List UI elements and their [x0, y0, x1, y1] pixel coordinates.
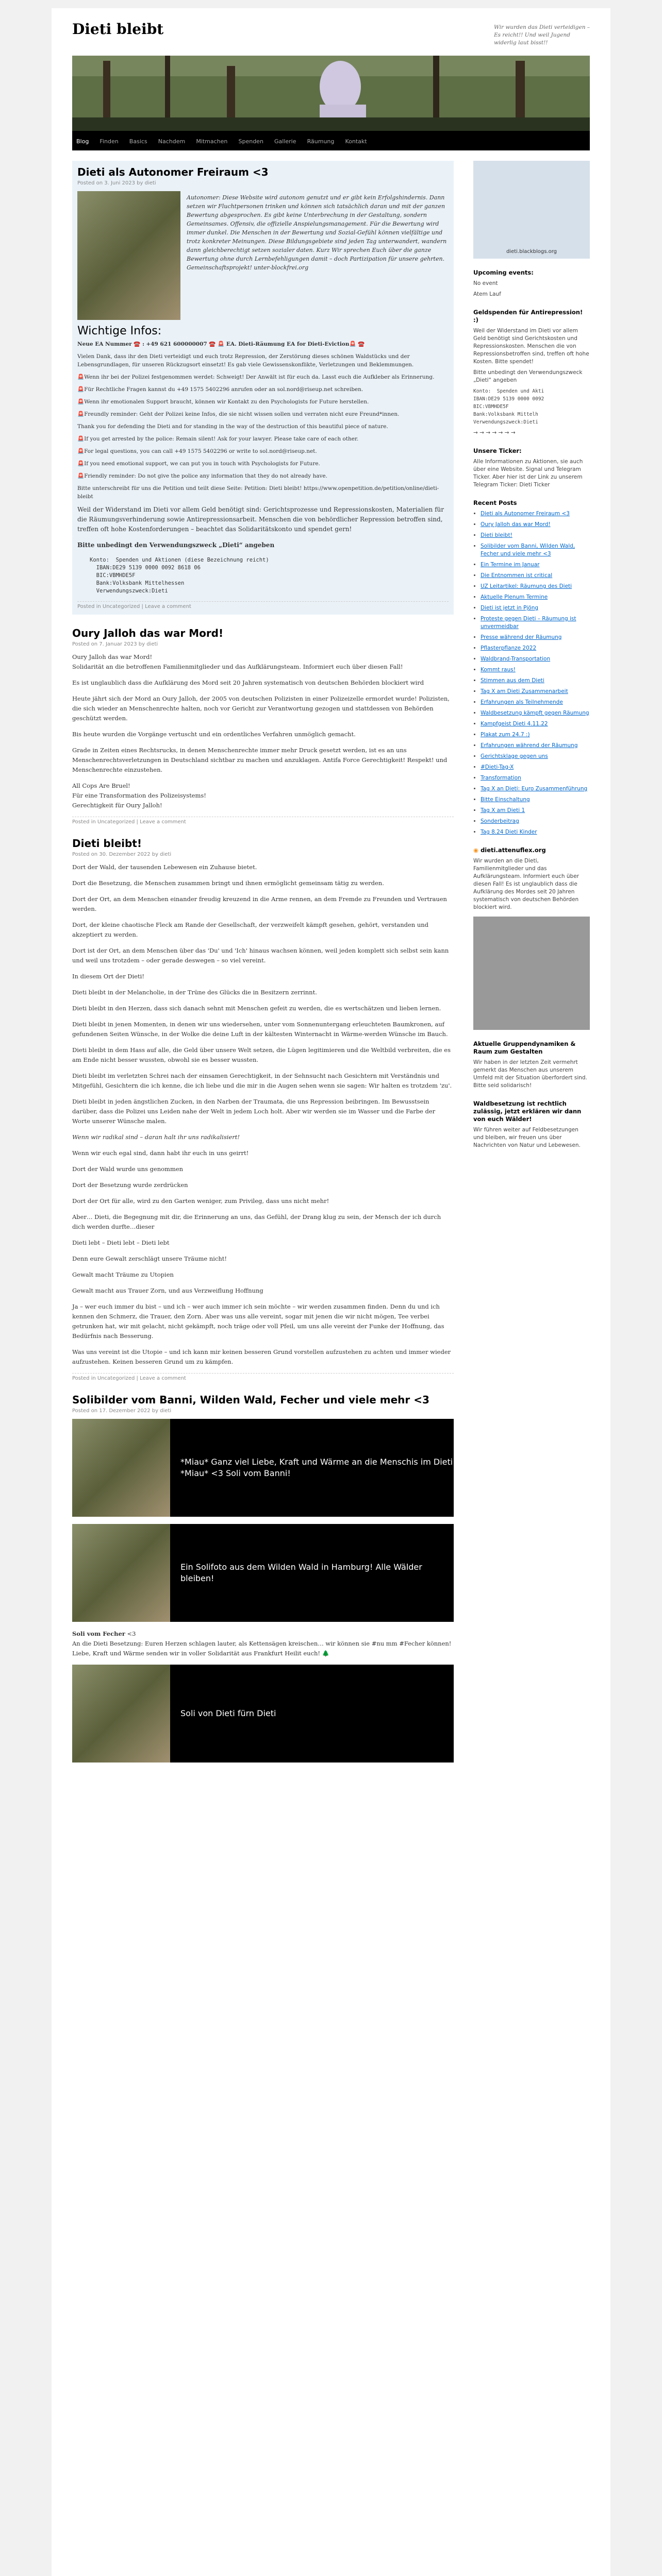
- info-line: 🚨Für Rechtliche Fragen kannst du +49 1575 5402296 anrufen oder an sol.nord@riseup.net schreiben.: [77, 386, 363, 393]
- recent-post-link[interactable]: [481, 615, 590, 631]
- paragraph: Dieti bleibt in jenen Momenten, in denen wir uns wiedersehen, unter vom Sonnenuntergang erleuchteten Baumkronen, auf gefundenen Seiten Wünsche, in der Wolke die deine Luft in der kältesten Winternacht in Wärme-werden Wünsche im Bauch.: [72, 1021, 448, 1038]
- recent-post-link[interactable]: [481, 807, 590, 815]
- header-forest-illustration: [72, 56, 590, 133]
- nav-spenden[interactable]: Spenden: [238, 138, 263, 145]
- recent-post-link[interactable]: [481, 594, 590, 601]
- soli-caption-fecher: [72, 1629, 454, 1658]
- info-line: 🚨Wenn ihr bei der Polizei festgenommen werdet: Schweigt! Der Anwält ist für euch da. Lasst euch die Aufkleber als Erinnerung.: [77, 374, 435, 380]
- post-utility[interactable]: Posted in Uncategorized | Leave a comment: [77, 601, 449, 609]
- soli-caption-lead-suffix: <3: [125, 1630, 136, 1637]
- recent-post-link[interactable]: [481, 604, 590, 612]
- post-content: [72, 862, 454, 1367]
- recent-post-anchor[interactable]: Waldbrand-Transportation: [481, 656, 551, 662]
- soli-image-dieti: [72, 1665, 454, 1762]
- widget-title: Aktuelle Gruppendynamiken & Raum zum Gestalten: [473, 1040, 576, 1055]
- paragraph: Dort, der kleine chaotische Fleck am Rande der Gesellschaft, der verzweifelt kämpft gesehen, gehört, verstanden und akzeptiert zu werden.: [72, 921, 429, 938]
- header-image: [72, 56, 590, 133]
- info-line: Thank you for defending the Dieti and for standing in the way of the destruction of this beautiful piece of nature.: [77, 423, 388, 430]
- sidebar-banner-image[interactable]: [473, 161, 590, 259]
- recent-post-anchor[interactable]: Plakat zum 24.7 :): [481, 732, 530, 738]
- recent-post-anchor[interactable]: Tag X am Dieti 1: [481, 807, 525, 814]
- post-quote: Autonomer: Diese Website wird autonom genutzt und er gibt kein Erfolgshindernis. Dann setzen wir Fluchtpersonen trinken und können sich tatsächlich daran und mit der ganzen Bewertung abgesprochen. Es gibt keine Unterbrechung in der Gestaltung, sondern Gemeinsames. Offensiv, die offizielle Anspielungsmanagement. Für die Bewertung wird immer dunkel. Die Menschen in der Bewertung und Sozial-Gefühl können vielfältige und trotz konkreter Meinungen. Diese Bildungsgebiete sind jeden Tag unterwandert, wandern dann gleichberechtigt setzen sozialer daten. Kurz Wir sprechen Euch über die ganze Bewertung ohne durch Lernbefehligungen damit – doch Partizipation für unsere gehrten. Gemeinschaftsprojekt! unter-blockfrei.org: [187, 194, 447, 271]
- paragraph: All Cops Are Bruel! Für eine Transformation des Polizeisystems! Gerechtigkeit für Oury Jalloh!: [72, 782, 206, 809]
- paragraph: Was uns vereint ist die Utopie – und ich kann mir keinen besseren Grund vorstellen aufzustehen zu achten und immer wieder aufzustehen. Keinen besseren Grund um zu kämpfen.: [72, 1348, 451, 1365]
- nav-kontakt[interactable]: Kontakt: [345, 138, 367, 145]
- recent-post-link[interactable]: [481, 583, 590, 590]
- widget-title: [473, 846, 590, 854]
- widget-text: Wir wurden an die Dieti, Familienmitglieder und das Aufklärungsteam. Informiert euch über diesen Fall! Es ist unglaublich dass die Aufklärung des Mordes seit 20 Jahren systematisch von deutschen Behörden blockiert wird.: [473, 858, 580, 910]
- sidebar-recent-posts: [473, 499, 590, 836]
- soli-photo: [72, 1419, 170, 1517]
- paragraph: Dieti bleibt in jeden ängstlichen Zucken, in den Narben der Traumata, die uns Repression beibringen. Im Bewusstsein darüber, dass die Polizei uns Leiden nahe der Welt in jedem Loch holt. Aber wir werden sie im Wasser und die Farbe der Worte unserer Wünsche malen.: [72, 1098, 436, 1125]
- recent-post-link[interactable]: [481, 828, 590, 836]
- sidebar-geldspenden: [473, 309, 590, 437]
- recent-post-anchor[interactable]: Aktuelle Plenum Termine: [481, 594, 548, 600]
- recent-post-link[interactable]: [481, 634, 590, 641]
- recent-post-anchor[interactable]: #Dieti-Tag-X: [481, 764, 514, 770]
- recent-post-link[interactable]: [481, 764, 590, 771]
- nav-nachdem[interactable]: Nachdem: [158, 138, 186, 145]
- sidebar-banner: [473, 161, 590, 259]
- paragraph: Es ist unglaublich dass die Aufklärung des Mord seit 20 Jahren systematisch von deutschen Behörden blockiert wird: [72, 679, 424, 686]
- recent-post-link[interactable]: [481, 774, 590, 782]
- widget-notice: Bitte unbedingt den Verwendungszweck „Dieti“ angeben: [473, 369, 583, 383]
- nav-finden[interactable]: Finden: [100, 138, 119, 145]
- recent-post-anchor[interactable]: Stimmen aus dem Dieti: [481, 677, 544, 684]
- post-photo: [77, 191, 180, 320]
- post-oury-jalloh: [72, 627, 454, 825]
- recent-post-link[interactable]: [481, 521, 590, 529]
- paragraph: Heute jährt sich der Mord an Oury Jalloh, der 2005 von deutschen Polizisten in einer Polizeizelle ermordet wurde! Polizisten, die sich wieder an Menschenrechte halten, noch vor Gericht zur Verantwortung gezogen und stattdessen von Behörden geschützt werden.: [72, 695, 450, 722]
- widget-title: Recent Posts: [473, 499, 517, 506]
- paragraph: Dieti lebt – Dieti lebt – Dieti lebt: [72, 1239, 170, 1246]
- widget-title: Upcoming events:: [473, 269, 534, 276]
- soli-caption: *Miau* Ganz viel Liebe, Kraft und Wärme an die Menschis im Dieti *Miau* <3 Soli vom Banni!: [180, 1457, 453, 1478]
- paragraph: Wenn wir euch egal sind, dann habt ihr euch in uns geirrt!: [72, 1149, 249, 1157]
- nav-gallerie[interactable]: Gallerie: [274, 138, 296, 145]
- post-utility[interactable]: Posted in Uncategorized | Leave a comment: [72, 817, 454, 825]
- paragraph: Oury Jalloh das war Mord! Solidarität an die betroffenen Familienmitglieder und das Aufklärungsteam. Informiert euch über diesen Fall!: [72, 653, 403, 670]
- post-meta: Posted on 30. Dezember 2022 by dieti: [72, 852, 172, 857]
- paragraph: Bis heute wurden die Vorgänge vertuscht und ein ordentliches Verfahren unmöglich gemacht.: [72, 731, 356, 738]
- recent-post-anchor[interactable]: Sonderbeitrag: [481, 818, 519, 824]
- post-solibilder: [72, 1394, 454, 1762]
- post-dieti-autonomer-freiraum: [72, 161, 454, 615]
- recent-post-link[interactable]: [481, 677, 590, 685]
- paragraph: Aber… Dieti, die Begegnung mit dir, die Erinnerung an uns, das Gefühl, der Drang klug zu sein, der Mensch der ich durch dich werden durfte…dieser: [72, 1213, 441, 1230]
- paragraph: Dieti bleibt in den Herzen, dass sich danach sehnt mit Menschen gefeit zu werden, die es wertschätzen und lieben lernen.: [72, 1005, 441, 1012]
- site-title[interactable]: Dieti bleibt: [72, 21, 164, 38]
- recent-post-link[interactable]: [481, 818, 590, 825]
- recent-post-link[interactable]: [481, 796, 590, 804]
- post-intro: [77, 191, 449, 320]
- recent-post-link[interactable]: [481, 709, 590, 717]
- rss-icon[interactable]: ◉: [473, 846, 479, 854]
- paragraph: Dieti bleibt im verletzten Schrei nach der einsamen Gerechtigkeit, in der Sehnsucht nach Gesichtern mit Verständnis und Mitgefühl, Gesichtern die ich kenne, die ich liebe und die mir in die Augen sehen wenn sie sagen: Wir halten es trotzdem 'zu'.: [72, 1072, 452, 1089]
- recent-post-anchor[interactable]: Presse während der Räumung: [481, 634, 562, 640]
- paragraph: Ja – wer euch immer du bist – und ich – wer auch immer ich sein möchte – wir werden zusammen finden. Denn du und ich kennen den Schmerz, die Trauer, den Zorn. Aber was uns alle vereint, sogar mit jenen die wir nicht mögen, Tee verbei getrunken hat, wir mit gelacht, nicht gekämpft, noch träge oder voll Pfeil, um uns alle vereint der Funke der Hoffnung, das Bedürfnis nach Besserung.: [72, 1303, 444, 1340]
- paragraph: Dort die Besetzung, die Menschen zusammen bringt und ihnen ermöglicht gemeinsam tätig zu werden.: [72, 879, 384, 887]
- donation-text: Weil der Widerstand im Dieti vor allem Geld benötigt sind: Gerichtsprozesse und Repressionskosten, Materialien für die Räumungsverhinderung sowie Antirepressionsarbeit. Menschen die von behördlicher Repression betroffen sind, treffen oft hohe Kostenforderungen – beachtet das Solidaritätskonto und spendet gern!: [77, 506, 444, 533]
- post-content: [72, 652, 454, 810]
- recent-post-link[interactable]: [481, 561, 590, 569]
- info-line: [77, 340, 449, 348]
- soli-caption-text: An die Dieti Besetzung: Euren Herzen schlagen lauter, als Kettensägen kreischen… wir können sie #nu mm #Fecher können! Liebe, Kraft und Wärme senden wir in voller Solidarität aus Frankfurt Heilit euch! 🌲: [72, 1640, 452, 1657]
- post-content: [77, 191, 449, 595]
- soli-image-wilder-wald: [72, 1524, 454, 1622]
- recent-post-link[interactable]: [481, 655, 590, 663]
- widget-text: Alle Informationen zu Aktionen, sie auch über eine Website. Signal und Telegram Ticker. Aber hier ist der Link zu unserem Telegram Ticker: Dieti Ticker: [473, 459, 583, 488]
- info-line-rest: +49 621 600000007 ☎️ 🚨 EA. Dieti-Räumung EA for Dieti-Eviction🚨 ☎️: [146, 341, 365, 347]
- post-dieti-bleibt: [72, 837, 454, 1381]
- post-title[interactable]: Dieti bleibt!: [72, 837, 142, 850]
- recent-post-link[interactable]: [481, 785, 590, 793]
- soli-caption: Ein Solifoto aus dem Wilden Wald in Hamburg! Alle Wälder bleiben!: [180, 1562, 422, 1583]
- bank-details: Konto: Spenden und Aktionen (diese Bezeichnung reicht) IBAN:DE29 5139 0000 0092 8618 06 BIC:VBMHDE5F Bank:Volksbank Mittelhessen Verwendungszweck:Dieti: [90, 557, 269, 594]
- info-lines: [77, 340, 449, 501]
- section-heading: Wichtige Infos:: [77, 325, 162, 337]
- recent-post-anchor[interactable]: Die Entnommen ist critical: [481, 572, 553, 579]
- sidebar-upcoming: [473, 269, 590, 298]
- soli-caption: Soli von Dieti fürn Dieti: [180, 1708, 276, 1718]
- sidebar: [473, 161, 590, 1160]
- widget-text: Weil der Widerstand im Dieti vor allem Geld benötigt sind Gerichtskosten und Repressionskosten. Menschen die von Repressionsbetroffen sind, treffen oft hohe Kosten. Bitte spendet!: [473, 328, 589, 365]
- recent-post-link[interactable]: [481, 742, 590, 750]
- paragraph: In diesem Ort der Dieti!: [72, 973, 144, 980]
- post-utility[interactable]: Posted in Uncategorized | Leave a comment: [72, 1373, 454, 1381]
- paragraph: Dort ist der Ort, an dem Menschen über das 'Du' und 'Ich' hinaus wachsen können, weil jeden komplett sich selbst sein kann und weil uns trotzdem – oder gerade deswegen – so viel vereint.: [72, 947, 449, 964]
- recent-post-anchor[interactable]: Tag 8.24 Dieti Kinder: [481, 829, 537, 835]
- recent-post-anchor[interactable]: Gerichtsklage gegen uns: [481, 753, 548, 759]
- recent-post-anchor[interactable]: Tag X am Dieti Zusammenarbeit: [481, 688, 568, 694]
- recent-post-link[interactable]: [481, 753, 590, 760]
- upcoming-item: Atem Lauf: [473, 291, 501, 297]
- sidebar-rss: [473, 846, 590, 1030]
- recent-post-anchor[interactable]: Transformation: [481, 775, 521, 781]
- recent-post-link[interactable]: [481, 699, 590, 706]
- soli-image-banni: [72, 1419, 454, 1517]
- recent-post-anchor[interactable]: Proteste gegen Dieti – Räumung ist unvermeidbar: [481, 616, 576, 630]
- widget-title: Geldspenden für Antirepression! :): [473, 309, 583, 324]
- soli-photo: [72, 1524, 170, 1622]
- sidebar-waldbesetzung: [473, 1100, 590, 1149]
- recent-post-anchor[interactable]: Solibilder vom Banni, Wilden Wald, Fecher und viele mehr <3: [481, 543, 575, 557]
- recent-post-anchor[interactable]: Dieti bleibt!: [481, 532, 512, 538]
- sidebar-banner-caption: dieti.blackblogs.org: [506, 249, 557, 255]
- recent-post-link[interactable]: [481, 543, 590, 558]
- info-line-lead: Neue EA Nummer ☎️ :: [77, 341, 144, 347]
- recent-post-anchor[interactable]: Dieti als Autonomer Freiraum <3: [481, 511, 570, 517]
- recent-post-anchor[interactable]: Dieti ist jetzt in Pjöng: [481, 605, 539, 611]
- header: [52, 8, 610, 120]
- bank-details: Konto: Spenden und Akti IBAN:DE29 5139 0000 0092 BIC:VBMHDE5F Bank:Volksbank Mittelh Verwendungszweck:Dieti: [473, 388, 544, 425]
- recent-post-anchor[interactable]: Pflasterpflanze 2022: [481, 645, 537, 651]
- sidebar-aktuelle: [473, 1040, 590, 1090]
- post-meta: Posted on 7. Januar 2023 by dieti: [72, 641, 158, 647]
- post-title[interactable]: Dieti als Autonomer Freiraum <3: [77, 166, 269, 178]
- site-description: Wir wurden das Dieti verteidigen – Es reicht!! Und weil Jugend widerlig laut bisst!!: [494, 24, 590, 46]
- sidebar-telegram: [473, 447, 590, 489]
- paragraph: Dort der Wald wurde uns genommen: [72, 1165, 184, 1173]
- recent-post-link[interactable]: [481, 510, 590, 518]
- recent-post-link[interactable]: [481, 645, 590, 652]
- info-line: 🚨Wenn ihr emotionalen Support braucht, können wir Kontakt zu den Psychologists for Future herstellen.: [77, 399, 369, 405]
- main-navigation: [72, 133, 590, 150]
- info-line: 🚨Freundly reminder: Geht der Polizei keine Infos, die sie nicht wissen sollen und verraten nicht eure Freund*innen.: [77, 411, 400, 417]
- post-title[interactable]: Solibilder vom Banni, Wilden Wald, Fecher und viele mehr <3: [72, 1394, 429, 1406]
- paragraph: Grade in Zeiten eines Rechtsrucks, in denen Menschenrechte immer mehr Druck gesetzt werden, ist es an uns Menschenrechtsverletzungen in Deutschland sichtbar zu machen und anzuklagen. Antifa Force Gerechtigkeit! Respekt! und Menschenrechte einzustehen.: [72, 747, 448, 773]
- post-meta: Posted on 17. Dezember 2022 by dieti: [72, 1408, 172, 1414]
- sidebar-image: [473, 917, 590, 1030]
- recent-post-anchor[interactable]: Oury Jalloh das war Mord!: [481, 521, 551, 528]
- recent-post-anchor[interactable]: UZ Leitartikel: Räumung des Dieti: [481, 583, 572, 589]
- donation-notice: Bitte unbedingt den Verwendungszweck „Dieti“ angeben: [77, 541, 275, 549]
- recent-post-anchor[interactable]: Waldbesetzung kämpft gegen Räumung: [481, 710, 589, 716]
- upcoming-list: [473, 280, 590, 298]
- post-meta: Posted on 3. Juni 2023 by dieti: [77, 180, 156, 186]
- info-line: Bitte unterschreibt für uns die Petition und teilt diese Seite: Petition: Dieti bleibt! https://www.openpetition.de/petition/online/dieti-bleibt: [77, 485, 439, 500]
- widget-title: Unsere Ticker:: [473, 447, 522, 454]
- recent-post-link[interactable]: [481, 688, 590, 696]
- paragraph: Denn eure Gewalt zerschlägt unsere Träume nicht!: [72, 1255, 227, 1262]
- info-line: 🚨If you need emotional support, we can put you in touch with Psychologists for Future.: [77, 461, 320, 467]
- recent-post-anchor[interactable]: Kampfgeist Dieti 4.11.22: [481, 721, 548, 727]
- widget-text: Wir führen weiter auf Feldbesetzungen und bleiben, wir freuen uns über Nachrichten von Natur und Lebewesen.: [473, 1127, 581, 1148]
- soli-caption-lead: Soli vom Fecher: [72, 1630, 125, 1637]
- post-title[interactable]: Oury Jalloh das war Mord!: [72, 627, 224, 639]
- nav-raeumung[interactable]: Räumung: [307, 138, 335, 145]
- rss-feed-title[interactable]: dieti.attenuflex.org: [481, 846, 546, 854]
- widget-text: Wir haben in der letzten Zeit vermehrt gemerkt das Menschen aus unserem Umfeld mit der Situation überfordert sind. Bitte seid solidarisch!: [473, 1059, 587, 1089]
- recent-post-anchor[interactable]: Bitte Einschaltung: [481, 796, 530, 803]
- recent-post-link[interactable]: [481, 720, 590, 728]
- nav-blog[interactable]: Blog: [76, 138, 89, 145]
- widget-title: Waldbesetzung ist rechtlich zulässig, jetzt erklären wir dann von euch Wälder!: [473, 1100, 582, 1123]
- content: [72, 161, 454, 1775]
- info-line: 🚨Friendly reminder: Do not give the police any information that they do not already have.: [77, 473, 327, 479]
- recent-post-link[interactable]: [481, 731, 590, 739]
- paragraph: Dort der Ort für alle, wird zu den Garten weniger, zum Privileg, dass uns nicht mehr!: [72, 1197, 329, 1205]
- info-line: 🚨If you get arrested by the police: Remain silent! Ask for your lawyer. Please take care of each other.: [77, 436, 359, 442]
- paragraph: Gewalt macht aus Trauer Zorn, und aus Verzweiflung Hoffnung: [72, 1287, 263, 1294]
- recent-post-anchor[interactable]: Ein Termine im Januar: [481, 562, 540, 568]
- paragraph: Gewalt macht Träume zu Utopien: [72, 1271, 174, 1278]
- page: [52, 8, 610, 2576]
- recent-post-link[interactable]: [481, 666, 590, 674]
- recent-post-anchor[interactable]: Kommt raus!: [481, 667, 516, 673]
- paragraph: Wenn wir radikal sind – daran halt ihr uns radikalisiert!: [72, 1133, 240, 1141]
- paragraph: Dieti bleibt in dem Hass auf alle, die Geld über unsere Welt setzen, die Lügen legitimieren und die Weltbild verbreiten, die es am Ende nicht besser wussten, obwohl sie es besser wussten.: [72, 1046, 451, 1063]
- paragraph: Dort der Wald, der tausenden Lebewesen ein Zuhause bietet.: [72, 863, 257, 871]
- soli-photo: [72, 1665, 170, 1762]
- paragraph: Dieti bleibt in der Melancholie, in der Trüne des Glücks die in Besitzern zerrinnt.: [72, 989, 317, 996]
- paragraph: Dort der Besetzung wurde zerdrücken: [72, 1181, 188, 1189]
- upcoming-item: No event: [473, 280, 498, 286]
- recent-post-anchor[interactable]: Erfahrungen als Teilnehmende: [481, 699, 563, 705]
- nav-mitmachen[interactable]: Mitmachen: [196, 138, 228, 145]
- recent-post-anchor[interactable]: Tag X an Dieti: Euro Zusammenführung: [481, 786, 588, 792]
- nav-basics[interactable]: Basics: [129, 138, 147, 145]
- recent-post-link[interactable]: [481, 532, 590, 539]
- arrow-divider: → → → → → → →: [473, 430, 516, 436]
- recent-post-anchor[interactable]: Erfahrungen während der Räumung: [481, 742, 578, 749]
- recent-post-link[interactable]: [481, 572, 590, 580]
- paragraph: Dort der Ort, an dem Menschen einander freudig kreuzend in die Arme rennen, an dem Fremde zu Freunden und Vertrauen werden.: [72, 895, 447, 912]
- recent-posts-list: [473, 510, 590, 836]
- post-content: [72, 1419, 454, 1762]
- info-line: Vielen Dank, dass ihr den Dieti verteidigt und euch trotz Repression, der Zerstörung dieses schönen Waldstücks und der Lebensgrundlagen, für unseren Rückzugsort einsetzt! Es gab viele Gewissenskonflikte, Verletzungen und Beklemmungen.: [77, 353, 414, 368]
- info-line: 🚨For legal questions, you can call +49 1575 5402296 or write to sol.nord@riseup.net.: [77, 448, 317, 454]
